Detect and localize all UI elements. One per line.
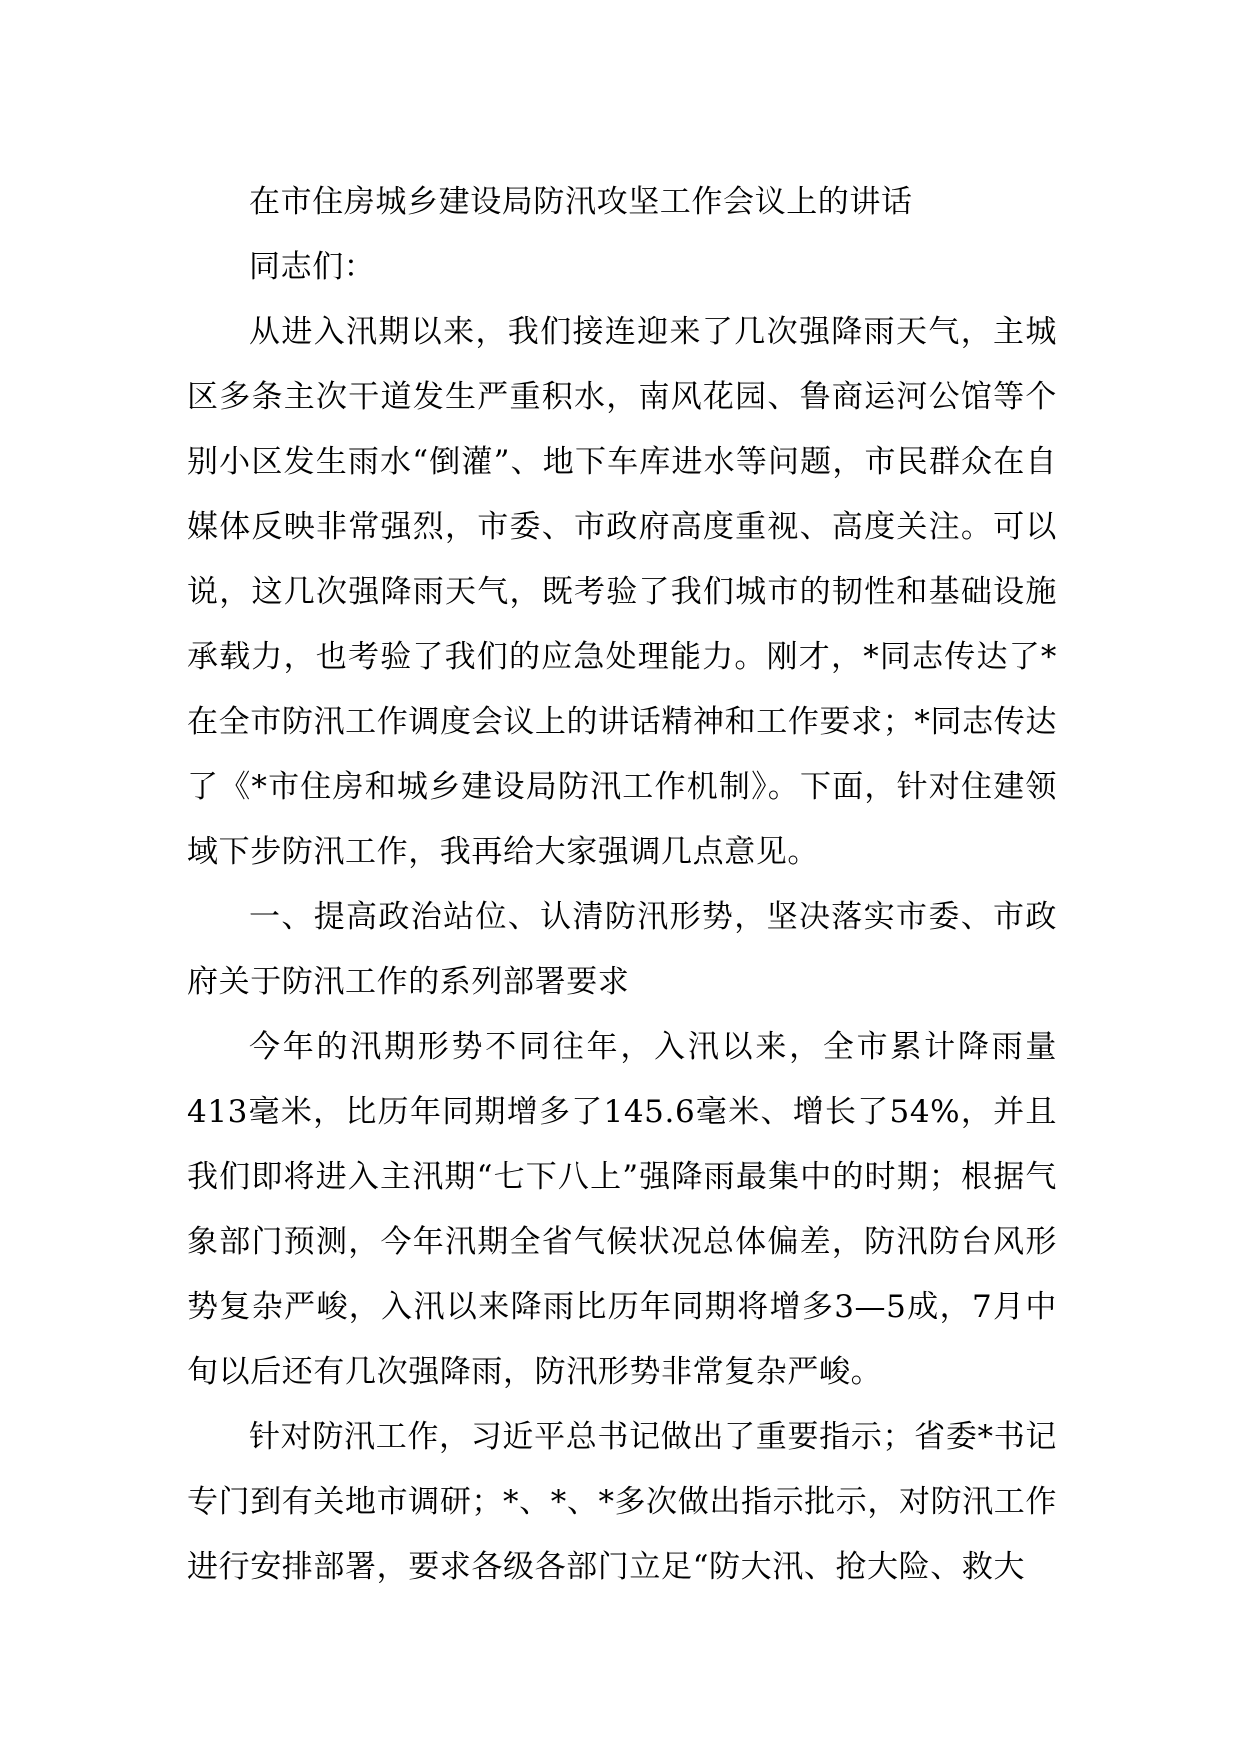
paragraph-situation: 今年的汛期形势不同往年，入汛以来，全市累计降雨量413毫米，比历年同期增多了145.6毫米、增长了54%，并且我们即将进入主汛期“七下八上”强降雨最集中的时期；根据气象部门预测，今年汛期全省气候状况总体偏差，防汛防台风形势复杂严峻，入汛以来降雨比历年同期将增多3—5成，7月中旬以后还有几次强降雨，防汛形势非常复杂严峻。 — [187, 1029, 1057, 1390]
document-title: 在市住房城乡建设局防汛攻坚工作会议上的讲话 — [249, 184, 913, 220]
section-heading-1: 一、提高政治站位、认清防汛形势，坚决落实市委、市政府关于防汛工作的系列部署要求 — [187, 899, 1057, 1000]
paragraph-directives: 针对防汛工作，习近平总书记做出了重要指示；省委*书记专门到有关地市调研；*、*、*多次做出指示批示，对防汛工作进行安排部署，要求各级各部门立足“防大汛、抢大险、救大 — [187, 1419, 1057, 1585]
greeting: 同志们： — [249, 249, 376, 285]
document-body — [187, 170, 1057, 1600]
paragraph-intro: 从进入汛期以来，我们接连迎来了几次强降雨天气，主城区多条主次干道发生严重积水，南风花园、鲁商运河公馆等个别小区发生雨水“倒灌”、地下车库进水等问题，市民群众在自媒体反映非常强烈，市委、市政府高度重视、高度关注。可以说，这几次强降雨天气，既考验了我们城市的韧性和基础设施承载力，也考验了我们的应急处理能力。刚才，*同志传达了*在全市防汛工作调度会议上的讲话精神和工作要求；*同志传达了《*市住房和城乡建设局防汛工作机制》。下面，针对住建领域下步防汛工作，我再给大家强调几点意见。 — [187, 314, 1058, 870]
